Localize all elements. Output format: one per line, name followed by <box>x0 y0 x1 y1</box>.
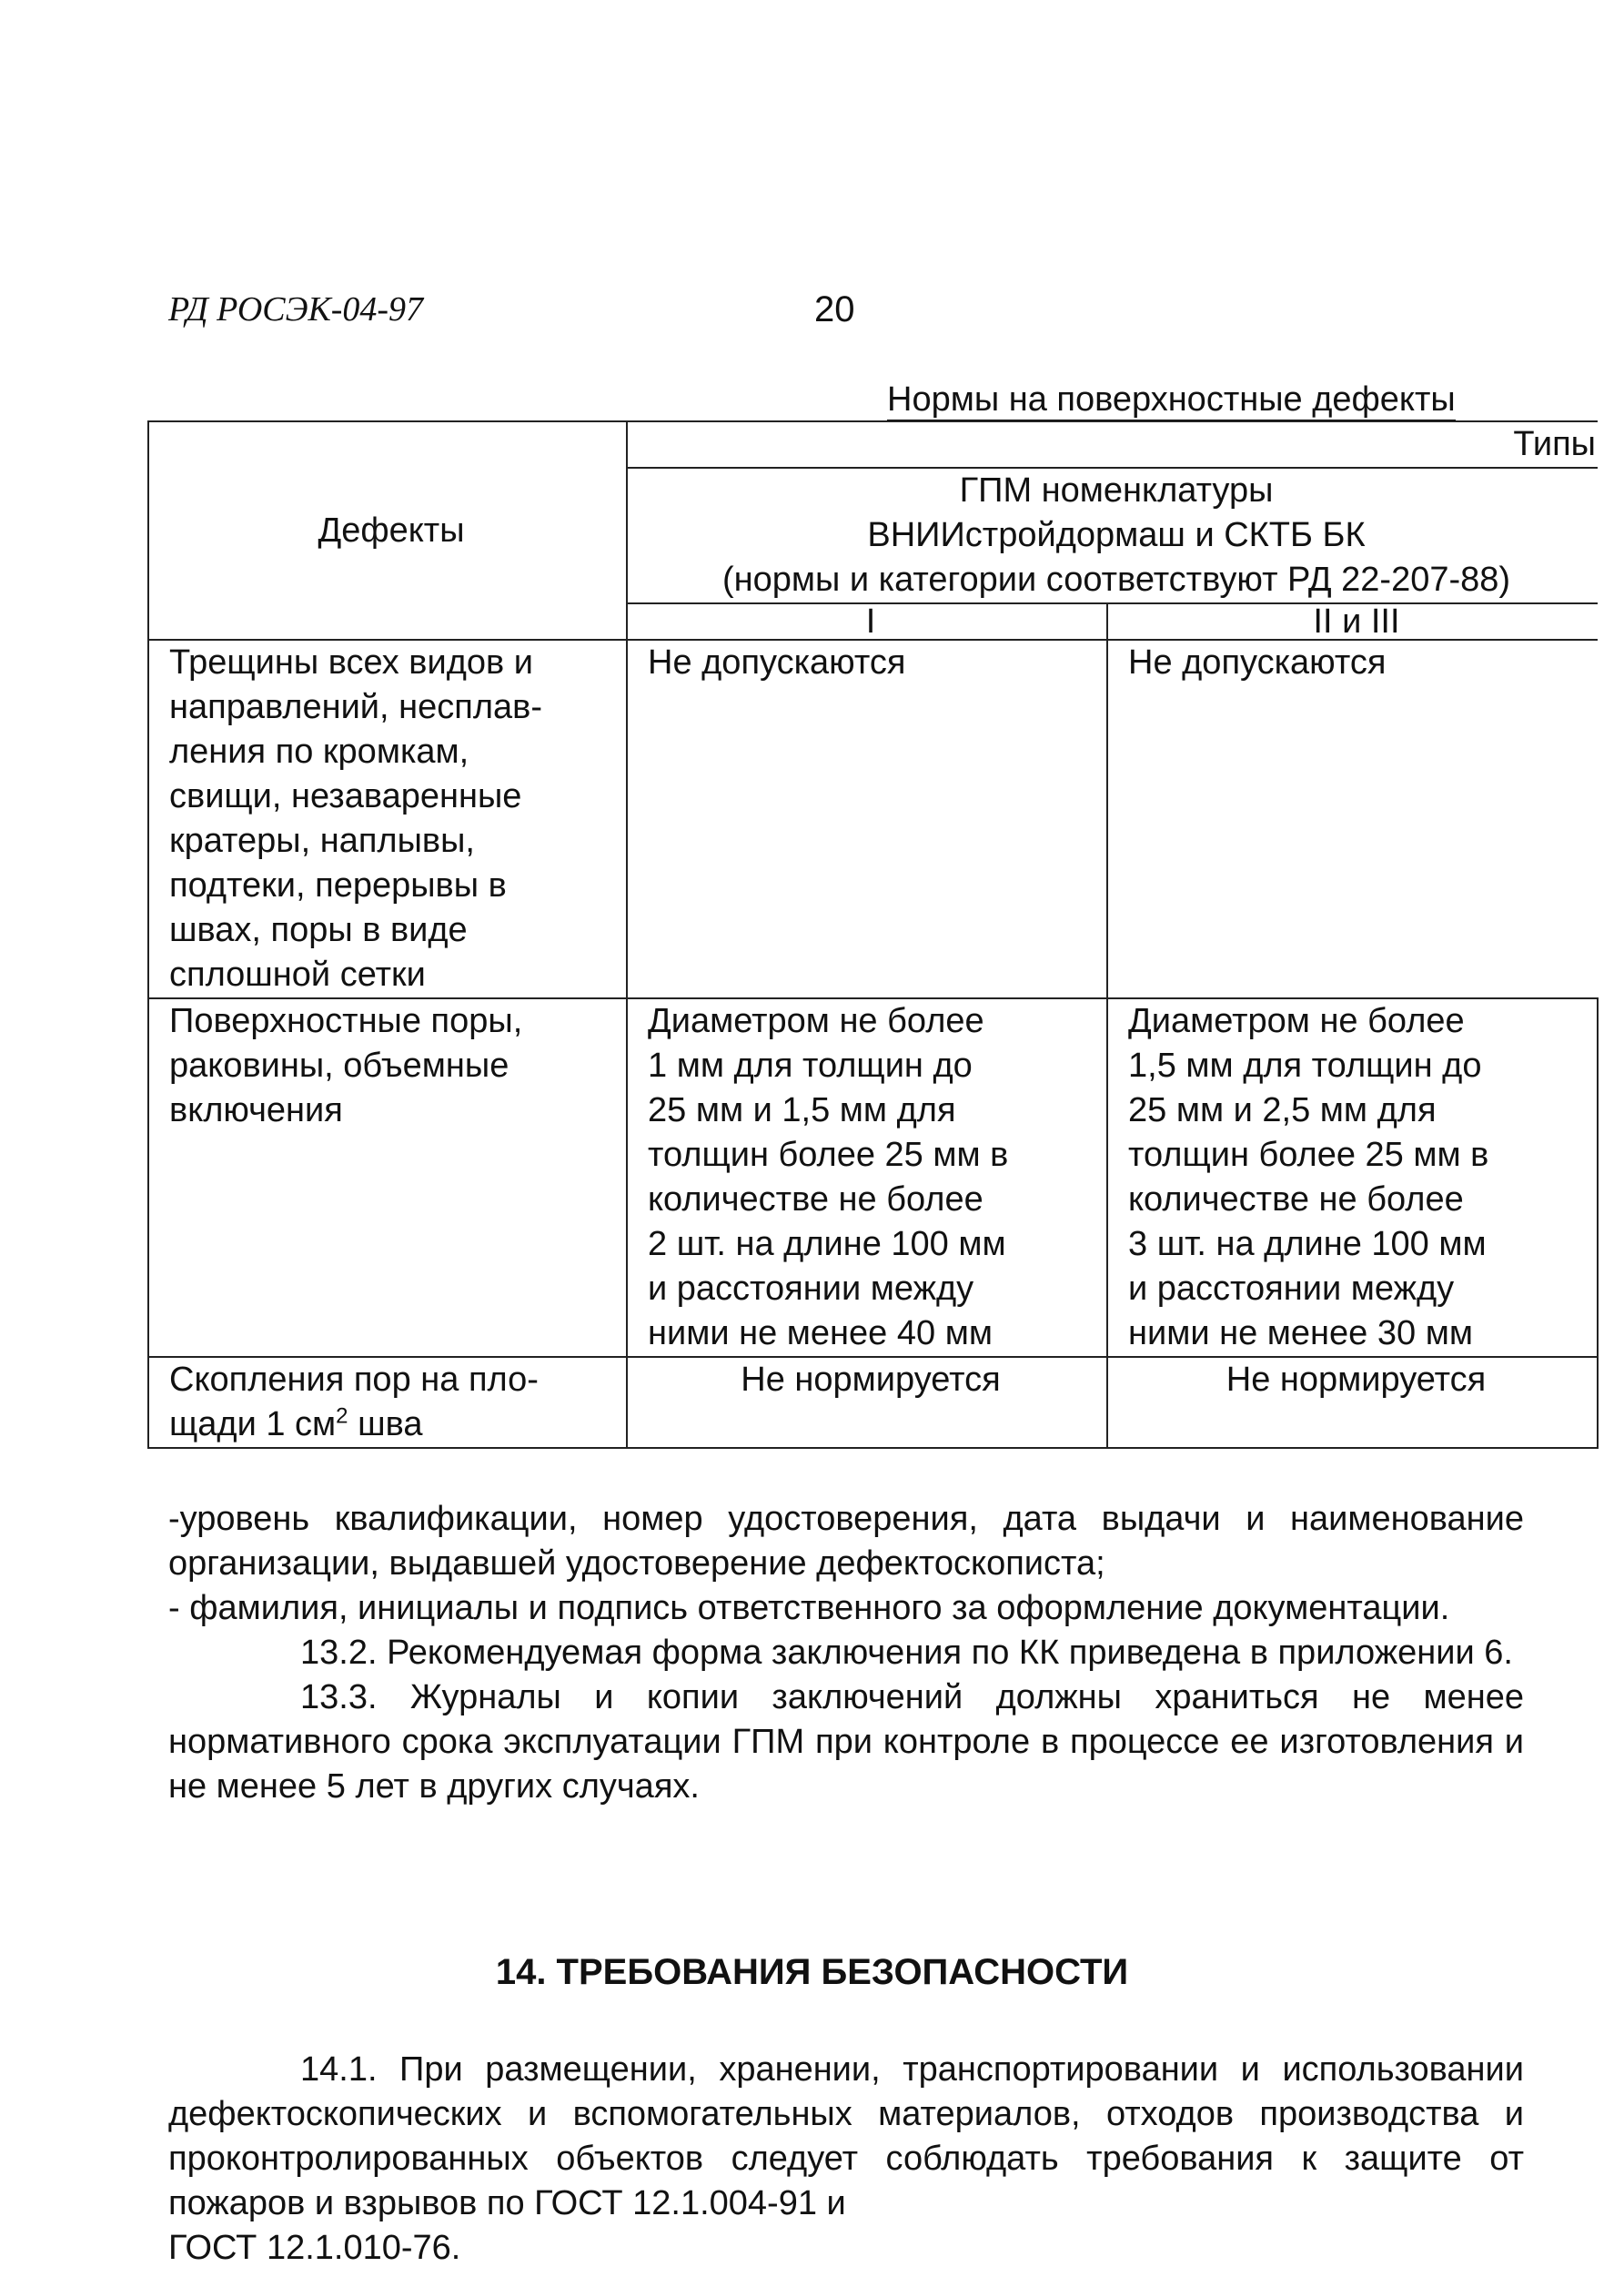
cell-line: свищи, незаваренные <box>169 777 522 815</box>
norm-cell-category-2-3 <box>1107 1357 1598 1448</box>
header-defects-label: Дефекты <box>318 511 465 550</box>
norm-cell-category-1 <box>627 640 1107 998</box>
table-row <box>148 998 1598 1357</box>
body-text-block <box>168 2048 1524 2271</box>
cell-line: 25 мм и 2,5 мм для <box>1128 1091 1437 1129</box>
cell-text: Не нормируется <box>741 1361 1001 1399</box>
cell-line: ними не менее 30 мм <box>1128 1314 1473 1352</box>
document-code: РД РОСЭК-04-97 <box>168 290 424 329</box>
defects-norms-table <box>147 420 1599 1449</box>
cell-line <box>169 1402 613 1447</box>
cell-text: шва <box>348 1405 423 1443</box>
cell-line: Не допускаются <box>1128 643 1387 682</box>
cell-line: 1,5 мм для толщин до <box>1128 1047 1482 1085</box>
category-2-3-label: II и III <box>1313 602 1400 641</box>
cell-line: Скопления пор на пло- <box>169 1361 539 1399</box>
norm-cell-category-2-3 <box>1107 640 1598 998</box>
superscript: 2 <box>336 1403 348 1429</box>
cell-line: 1 мм для толщин до <box>648 1047 973 1085</box>
header-defects <box>148 421 627 640</box>
group-title-line: ВНИИстройдормаш и СКТБ БК <box>867 516 1366 554</box>
paragraph: 14.1. При размещении, хранении, транспортировании и использовании дефектоскопических и вспомогательных материалов, отходов производства и проконтролированных объектов следует соблюдать требования к защите от пожаров и взрывов по ГОСТ 12.1.004-91 и <box>168 2050 1524 2222</box>
cell-line: ления по кромкам, <box>169 733 469 771</box>
category-1-label: I <box>865 602 876 641</box>
page-number: 20 <box>814 289 855 329</box>
cell-text: Не нормируется <box>1226 1361 1487 1399</box>
paragraph: -уровень квалификации, номер удостоверения, дата выдачи и наименование организации, выдавшей удостоверение дефектоскописта; <box>168 1500 1524 1583</box>
norm-cell-category-1 <box>627 998 1107 1357</box>
header-category-1 <box>627 603 1107 640</box>
cell-text: щади 1 см <box>169 1405 337 1443</box>
norm-cell-category-1 <box>627 1357 1107 1448</box>
table-row <box>148 1357 1598 1448</box>
defect-cell <box>148 640 627 998</box>
body-text-block <box>168 1497 1524 1809</box>
defect-cell <box>148 998 627 1357</box>
header-types <box>627 421 1598 468</box>
section-title: 14. ТРЕБОВАНИЯ БЕЗОПАСНОСТИ <box>495 1952 1129 1992</box>
defect-cell <box>148 1357 627 1448</box>
paragraph: 13.3. Журналы и копии заключений должны храниться не менее нормативного срока эксплуатации ГПМ при контроле в процессе ее изготовления и не менее 5 лет в других случаях. <box>168 1678 1524 1806</box>
cell-line: Трещины всех видов и <box>169 643 534 682</box>
cell-line: Диаметром не более <box>1128 1002 1465 1040</box>
group-title-line: ГПМ номенклатуры <box>959 471 1274 510</box>
cell-line: включения <box>169 1091 343 1129</box>
cell-line: ними не менее 40 мм <box>648 1314 993 1352</box>
paragraph: - фамилия, инициалы и подпись ответственного за оформление документации. <box>168 1589 1450 1627</box>
cell-line: Диаметром не более <box>648 1002 984 1040</box>
paragraph: ГОСТ 12.1.010-76. <box>168 2229 461 2267</box>
cell-line: толщин более 25 мм в <box>1128 1136 1489 1174</box>
cell-line: подтеки, перерывы в <box>169 866 507 905</box>
paragraph: 13.2. Рекомендуемая форма заключения по КК приведена в приложении 6. <box>300 1634 1513 1672</box>
cell-line: 2 шт. на длине 100 мм <box>648 1225 1006 1263</box>
table-row <box>148 640 1598 998</box>
header-group <box>627 468 1598 603</box>
cell-line: 3 шт. на длине 100 мм <box>1128 1225 1487 1263</box>
cell-line: 25 мм и 1,5 мм для <box>648 1091 956 1129</box>
cell-line: раковины, объемные <box>169 1047 509 1085</box>
norm-cell-category-2-3 <box>1107 998 1598 1357</box>
cell-line: и расстоянии между <box>648 1270 974 1308</box>
table-header-row <box>148 421 1598 468</box>
cell-line: кратеры, наплывы, <box>169 822 475 860</box>
cell-line: сплошной сетки <box>169 956 426 994</box>
cell-line: Поверхностные поры, <box>169 1002 523 1040</box>
cell-line: количестве не более <box>1128 1180 1464 1219</box>
cell-line: толщин более 25 мм в <box>648 1136 1009 1174</box>
cell-line: направлений, несплав- <box>169 688 542 726</box>
cell-line: количестве не более <box>648 1180 983 1219</box>
cell-line: и расстоянии между <box>1128 1270 1455 1308</box>
cell-line: швах, поры в виде <box>169 911 468 949</box>
table-caption: Нормы на поверхностные дефекты <box>887 380 1456 421</box>
cell-line: Не допускаются <box>648 643 906 682</box>
header-types-label: Типы <box>1513 425 1596 463</box>
header-category-2-3 <box>1107 603 1598 640</box>
group-title-line: (нормы и категории соответствуют РД 22-207-88) <box>721 561 1511 599</box>
